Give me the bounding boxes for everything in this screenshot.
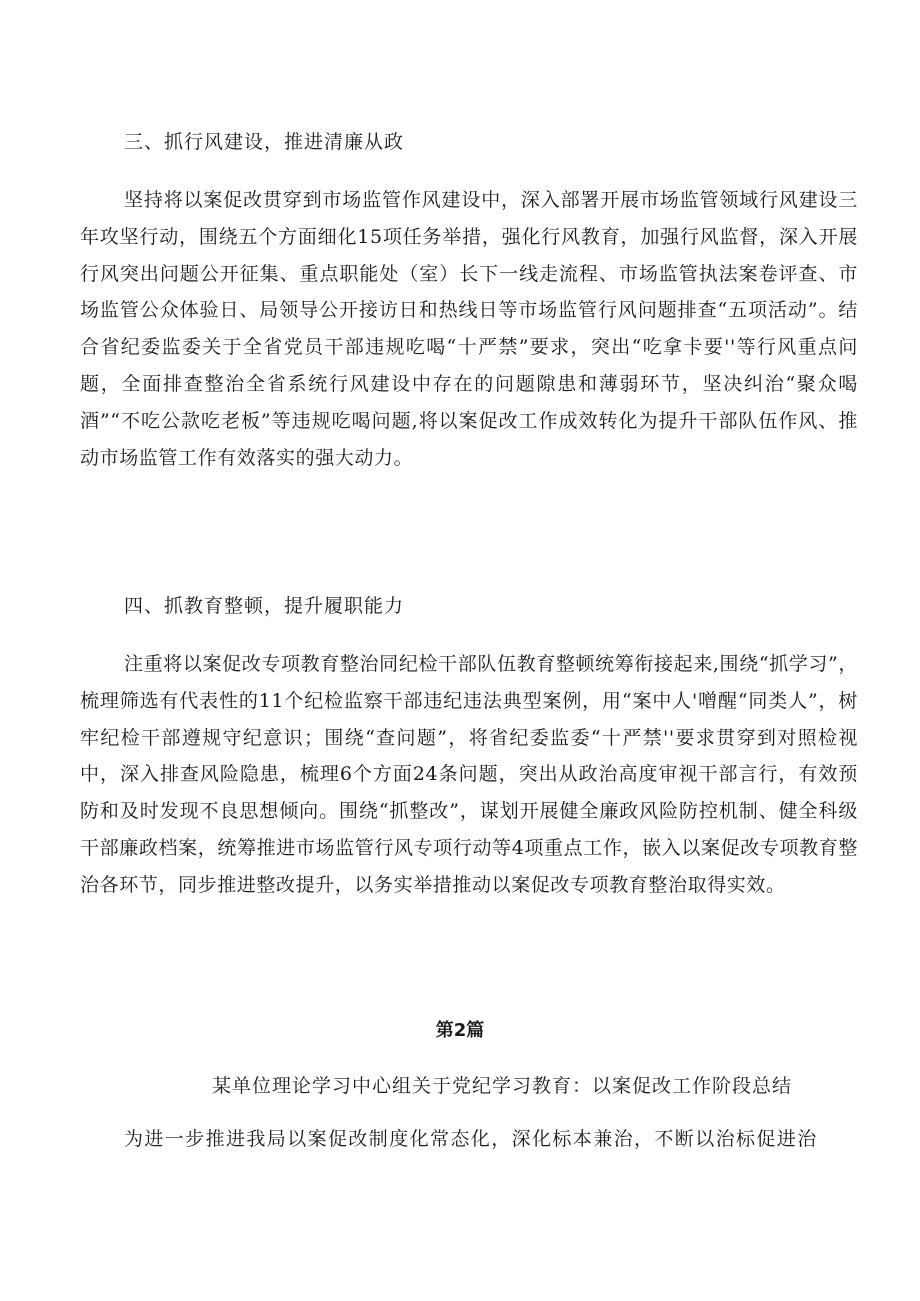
section-4-paragraph: 注重将以案促改专项教育整治同纪检干部队伍教育整顿统筹衔接起来,围绕“抓学习”，梳理筛选有代表性的11个纪检监察干部违纪违法典型案例，用“案中人'噌醒“同类人”，树牢纪检干部遵规守纪意识；围绕“查问题”，将省纪委监委“十严禁''要求贯穿到对照检视中，深入排查风险隐患，梳理6个方面24条问题，突出从政治高度审视干部言行，有效预防和及时发现不良思想倾向。围绕“抓整改”，谋划开展健全廉政风险防控机制、健全科级干部廉政档案，统筹推进市场监管行风专项行动等4项重点工作，嵌入以案促改专项教育整治各环节，同步推进整改提升，以务实举措推动以案促改专项教育整治取得实效。 xyxy=(80,653,858,896)
part-2-subtitle: 某单位理论学习中心组关于党纪学习教育：以案促改工作阶段总结 xyxy=(212,1075,793,1097)
part-2-title: 第2篇 xyxy=(435,1020,485,1041)
section-3-paragraph: 坚持将以案促改贯穿到市场监管作风建设中，深入部署开展市场监管领域行风建设三年攻坚行动，围绕五个方面细化15项任务举措，强化行风教育，加强行风监督，深入开展行风突出问题公开征集、重点职能处（室）长下一线走流程、市场监管执法案卷评查、市场监管公众体验日、局领导公开接访日和热线日等市场监管行风问题排查“五项活动”。结合省纪委监委关于全省党员干部违规吃喝“十严禁”要求，突出“吃拿卡要''等行风重点问题，全面排查整治全省系统行风建设中存在的问题隙患和薄弱环节，坚决纠治“聚众喝酒”“不吃公款吃老板”等违规吃喝问题,将以案促改工作成效转化为提升干部队伍作风、推动市场监管工作有效落实的强大动力。 xyxy=(80,189,858,469)
section-3-heading: 三、抓行风建设，推进清廉从政 xyxy=(124,131,405,153)
part-2-first-line: 为进一步推进我局以案促改制度化常态化，深化标本兼治，不断以治标促进治 xyxy=(124,1128,818,1150)
section-4-heading: 四、抓教育整顿，提升履职能力 xyxy=(124,595,405,617)
